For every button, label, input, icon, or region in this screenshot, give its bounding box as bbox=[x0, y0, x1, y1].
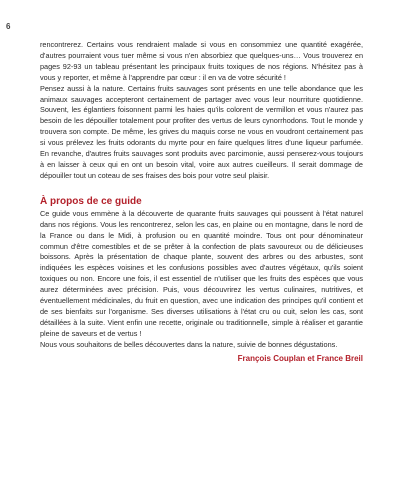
section-title: À propos de ce guide bbox=[40, 195, 142, 207]
page-body bbox=[40, 40, 363, 365]
intro-paragraph-1: rencontrerez. Certains vous rendraient malade si vous en consommiez une quantité exagérée, d'autres pourraient vous tuer même si vous n'en absorbiez que quelques-uns… Vous trouverez en pages 92-93 un tableau présentant les principaux fruits toxiques de nos régions. N'hésitez pas à vous y reporter, et même à l'apprendre par cœur : il en va de votre sécurité ! bbox=[40, 40, 363, 82]
section-paragraph-2: Nous vous souhaitons de belles découvertes dans la nature, suivie de bonnes dégustations. bbox=[40, 339, 338, 349]
page-number: 6 bbox=[6, 22, 11, 31]
intro-paragraph-2: Pensez aussi à la nature. Certains fruits sauvages sont présents en une telle abondance que les animaux sauvages accepteront certainement de partager avec vous leur nourriture quotidienne. Souvent, les églantiers foisonnent parmi les haies qu'ils colorent de vermillon et vous n'aurez pas besoin de les dépouiller totalement pour profiter des vertus de leurs cynorrhodons. Tout le monde y trouvera son compte. De même, les grives du maquis corse ne vous en voudront certainement pas si vous prélevez les fruits odorants du myrte pour en faire quelques litres d'une liqueur parfumée. En revanche, d'autres fruits sauvages sont produits avec parcimonie, aussi penserez-vous toujours à en laisser à ceux qui en ont un besoin vital, voire aux autres cueilleurs. Il serait dommage de dépouiller tout un coteau de ses fraises des bois pour votre seul plaisir. bbox=[40, 83, 363, 180]
section-paragraph-1: Ce guide vous emmène à la découverte de quarante fruits sauvages qui poussent à l'état naturel dans nos régions. Vous les rencontrerez, selon les cas, en plaine ou en montagne, dans le nord de la France ou dans le Midi, à profusion ou en quantité moindre. Tous ont pour dénominateur commun d'être comestibles et de se prêter à la confection de plats savoureux ou de délicieuses boissons. Après la présentation de chaque plante, souvent des arbres ou des arbustes, sont indiquées les espèces voisines et les confusions possibles avec d'autres végétaux, qu'ils soient toxiques ou non. Encore une fois, il est essentiel de n'utiliser que les fruits des espèces que vous aurez déterminées avec précision. Puis, vous découvrirez les vertus culinaires, nutritives, et éventuellement médicinales, du fruit en question, avec une indication des principes qu'il contient et de ses bienfaits sur l'organisme. Ses diverses utilisations à l'état cru ou cuit, selon les cas, sont détaillées à la suite. Vient enfin une recette, originale ou traditionnelle, simple à réaliser et garantie pleine de saveurs et de vertus ! bbox=[40, 208, 363, 338]
author-signature: François Couplan et France Breil bbox=[237, 353, 363, 363]
